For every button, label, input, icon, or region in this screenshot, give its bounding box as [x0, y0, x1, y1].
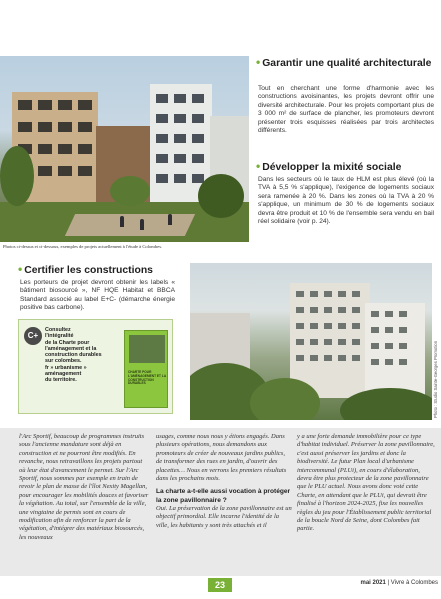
section-title-certifier: • Certifier les constructions	[18, 262, 153, 276]
interview-question: La charte a-t-elle aussi vocation à protéger la zone pavillonnaire ?	[156, 488, 291, 504]
photo-building-top	[0, 56, 249, 242]
interview-answer: usages, comme nous nous y étions engagés. Dans plusieurs opérations, nous demandons aux promoteurs de créer de nouveaux jardins publics, de transformer des rues en jardin, d'ouvrir des placettes… Nous en verrons les premiers résultats dans les prochains mois.	[156, 433, 287, 483]
interview-column-1: l'Arc Sportif, beaucoup de programmes instruits sous l'ancienne mandature sont déjà en construction et ne pourront être modifiés. En revanche, nous retravaillons les projets partout où leur état d'avancement le permet. Sur l'Arc Sportif, nous sommes par exemple en train de revoir le plan de masse de l'îlot Nexity Magellan, pour encourager les mobilités douces et favoriser la végétation. Au total, sur l'ensemble de la ville, une vingtaine de permis sont en cours de modification afin de renforcer la part de la végétation, d'intégrer des matériaux biosourcés, les nouveaux	[19, 433, 149, 541]
section-title-mixite: • Développer la mixité sociale	[256, 159, 402, 173]
bullet-icon: •	[256, 55, 261, 69]
photo-person	[140, 219, 144, 230]
photo-tree	[250, 378, 320, 420]
charte-cover-image	[124, 330, 168, 408]
cover-title: CHARTE POUR L'AMÉNAGEMENT ET LA CONSTRUCTION DURABLES	[128, 370, 167, 386]
photo-tree	[110, 176, 150, 206]
section-body-architecture: Tout en cherchant une forme d'harmonie avec les constructions avoisinantes, les projets devront offrir une diversité architecturale. Pour les projets comportant plus de 3 000 m² de surface de plancher, les promoteurs devront présenter trois esquisses réalisées par trois architectes différents.	[258, 85, 434, 135]
photo-building-rendering	[190, 263, 432, 420]
photo-tree	[198, 174, 244, 218]
promo-link[interactable]: fr » urbanisme »	[45, 364, 87, 371]
interview-answer: Oui. La préservation de la zone pavillonnaire est un objectif primordial. Elle incarne l'identité de la ville, les habitants y sont très attachés et il	[156, 504, 292, 529]
section-body-certifier: Les porteurs de projet devront obtenir les labels « bâtiment biosourcé », NF HQE Habitat et BBCA Standard associé au label E+C- (démarche énergie positive bas carbone).	[20, 279, 175, 312]
section-title-architecture: • Garantir une qualité architecturale	[256, 55, 432, 69]
interview-column-3: y a une forte demande immobilière pour ce type d'habitat individuel. Préserver la zone pavillonnaire, c'est aussi préserver les jardins et donc la biodiversité. Le futur Plan local d'urbanisme intercommunal (PLUi), en cours d'élaboration, devra être plus protecteur de la zone pavillonnaire que le PLU actuel. Nous avons donc voté cette Charte, en attendant que le PLUi, qui devrait être finalisé à l'horizon 2024-2025, fixe les nouvelles règles du jeu pour l'Établissement public territorial de la boucle Nord de Seine, dont Colombes fait partie.	[297, 433, 435, 533]
photo-path	[65, 214, 195, 236]
footer-issue: mai 2021 | Vivre à Colombes	[360, 580, 438, 586]
page-number: 23	[208, 578, 232, 592]
photo-person	[168, 214, 172, 225]
photo-caption: Photos ci-dessus et ci-dessous, exemples de projets actuellement à l'étude à Colombes.	[3, 244, 163, 249]
promo-text: Consultez l'intégralité de la Charte pour l'aménagement et la construction durables sur colombes. fr » urbanisme » aménagement du territoire.	[45, 327, 102, 384]
photo-credit: Photo : Studio Sainte-Georges Promotion	[433, 340, 438, 418]
section-body-mixite: Dans les secteurs où le taux de HLM est plus élevé (où la TVA à 5,5 % s'applique), l'exigence de logements sociaux sera ramenée à 20 %. Dans les zones où la TVA à 20 % s'applique, un minimum de 30 % de logements sociaux devra être produit et 10 % de l'ensemble sera vendu en bail réel solidaire (voir p. 24).	[258, 176, 434, 226]
colombes-logo-icon: C+	[24, 327, 42, 345]
photo-tree	[0, 146, 34, 206]
photo-person	[120, 216, 124, 227]
bullet-icon: •	[18, 262, 23, 276]
bullet-icon: •	[256, 159, 261, 173]
cover-photo	[129, 335, 165, 363]
interview-column-2	[156, 433, 292, 530]
charte-promo-box[interactable]	[18, 319, 173, 414]
